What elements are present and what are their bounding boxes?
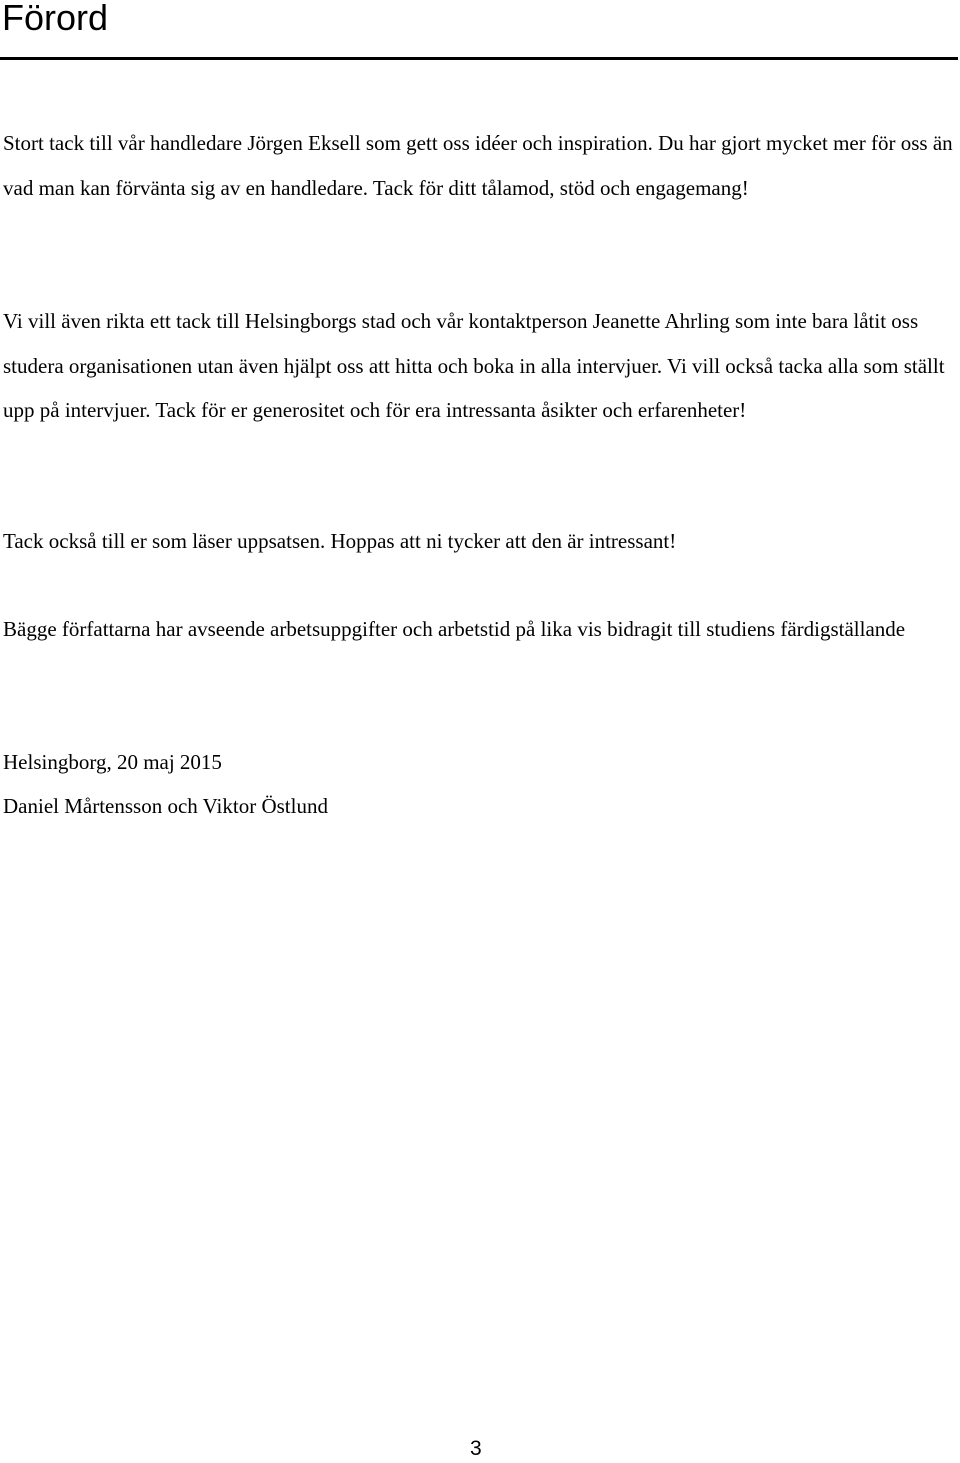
paragraph-contribution: Bägge författarna har avseende arbetsuppgifter och arbetstid på lika vis bidragit till studiens färdigställande [3, 617, 906, 641]
paragraph-thanks-readers: Tack också till er som läser uppsatsen. Hoppas att ni tycker att den är intressant! [3, 529, 677, 553]
paragraph-thanks-city: Vi vill även rikta ett tack till Helsingborgs stad och vår kontaktperson Jeanette Ahrling som inte bara låtit oss studera organisationen utan även hjälpt oss att hitta och boka in alla intervjuer. Vi vill också tacka alla som ställt upp på intervjuer. Tack för er generositet och för era intressanta åsikter och erfarenheter! [3, 309, 945, 422]
page-number: 3 [470, 1437, 482, 1460]
page-title: Förord [2, 0, 109, 38]
signature-place-date: Helsingborg, 20 maj 2015 [3, 750, 222, 774]
signature-authors: Daniel Mårtensson och Viktor Östlund [3, 794, 328, 818]
heading-divider [0, 57, 958, 60]
paragraph-thanks-supervisor: Stort tack till vår handledare Jörgen Eksell som gett oss idéer och inspiration. Du har gjort mycket mer för oss än vad man kan förvänta sig av en handledare. Tack för ditt tålamod, stöd och engagemang! [3, 131, 953, 200]
